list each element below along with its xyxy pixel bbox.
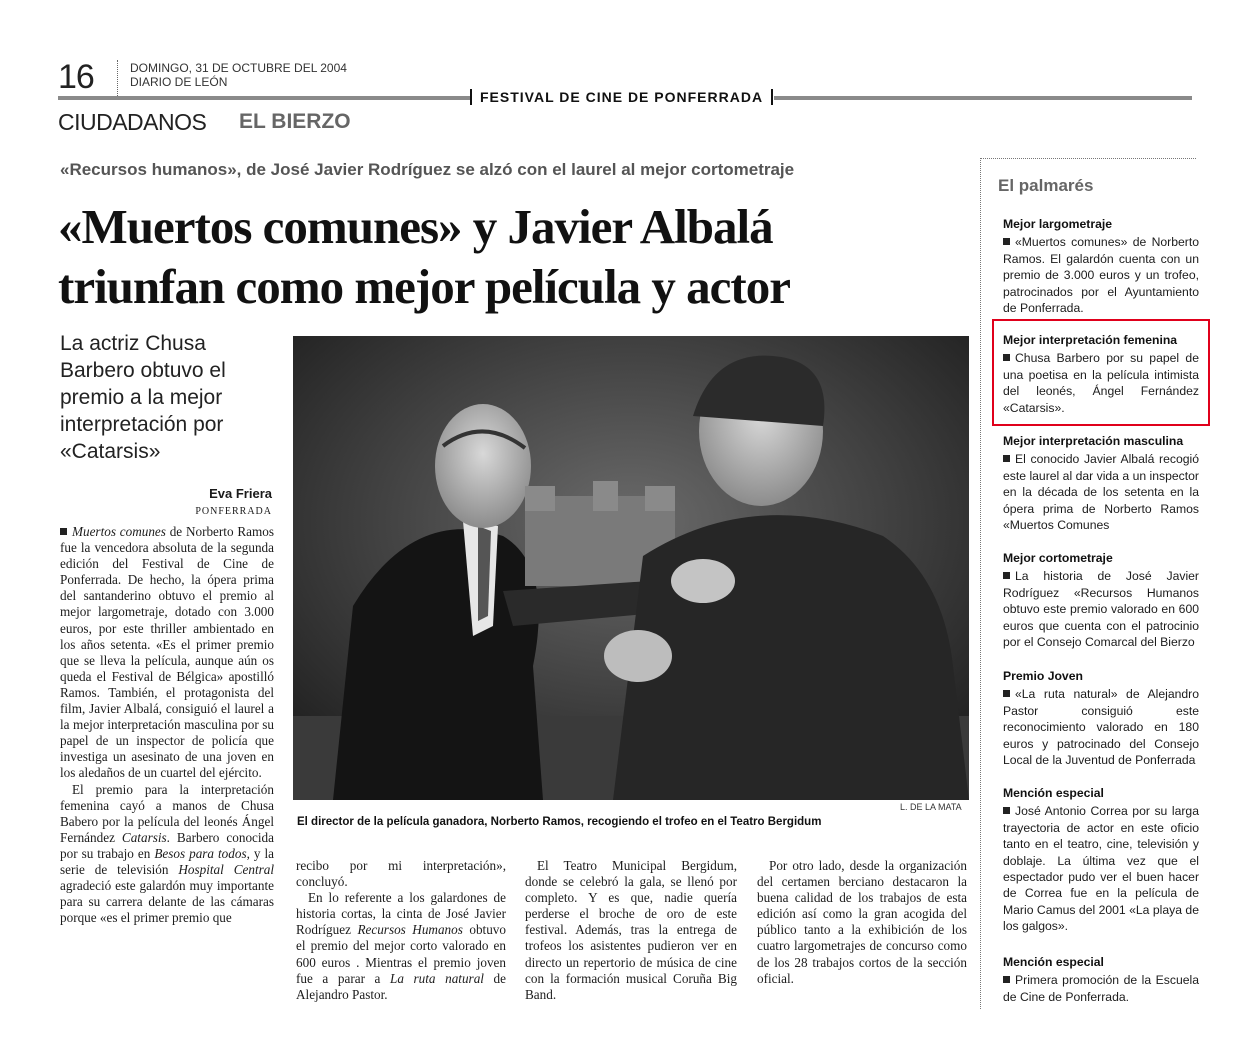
paragraph-text: , y la serie de televisión (60, 845, 274, 877)
paragraph-text: obtuvo el premio del mejor corto valorado en 600 euros . Mientras el premio joven fue a parar a (296, 922, 506, 986)
header-rule-right (774, 96, 1192, 100)
award-description: José Antonio Correa por su larga trayectoria de actor en este oficio tanto en el teatro, cine, televisión y doblaje. La última vez que el espectador pudo ver el buen hacer de Correa fue en la película de Mario Camus del 2001 «La playa de los galgos». (1003, 804, 1199, 934)
header-divider (117, 60, 118, 100)
award-item (1003, 216, 1199, 316)
sidebar-title: El palmarés (998, 176, 1094, 195)
headline-line-2: triunfan como mejor película y actor (58, 259, 790, 314)
article-column-1 (60, 524, 274, 926)
article-paragraph: recibo por mi interpretación», concluyó. (296, 858, 506, 890)
award-description: Primera promoción de la Escuela de Cine de Ponferrada. (1003, 973, 1199, 1004)
page-number: 16 (58, 58, 94, 96)
award-item (1003, 785, 1199, 935)
header-meta (130, 61, 347, 89)
article-paragraph (60, 782, 274, 927)
award-description: «La ruta natural» de Alejandro Pastor consiguió este reconocimiento valorado en 180 euros y patrocinado del Consejo Local de la Juventud de Ponferrada (1003, 687, 1199, 768)
highlight-box (992, 319, 1210, 426)
series-title: Hospital Central (178, 861, 274, 877)
article-paragraph (60, 524, 274, 782)
award-description: La historia de José Javier Rodríguez «Recursos Humanos obtuvo este premio valorado en 600 euros que cuenta con el patrocinio por el Consejo Comarcal del Bierzo (1003, 569, 1199, 650)
award-text (1003, 234, 1199, 316)
headline (58, 197, 958, 317)
award-title: Mejor interpretación femenina (1003, 333, 1178, 347)
news-photo (293, 336, 969, 800)
award-description: El conocido Javier Albalá recogió este laurel al dar vida a un inspector en la década de los setenta en la ópera prima de Norberto Ramos «Muertos Comunes (1003, 452, 1199, 533)
award-title: Mención especial (1003, 786, 1104, 800)
award-description: Chusa Barbero por su papel de una poetisa en la película intimista del leonés, Ángel Fernández «Catarsis». (1003, 351, 1199, 415)
header-rule-left (58, 96, 470, 100)
region-name: EL BIERZO (239, 110, 351, 133)
award-photo-illustration (293, 336, 969, 800)
award-text (1003, 972, 1199, 1005)
headline-line-1: «Muertos comunes» y Javier Albalá (58, 199, 773, 254)
paragraph-text: de Alejandro Pastor. (296, 970, 506, 1002)
award-title: Mejor largometraje (1003, 217, 1113, 231)
kicker: «Recursos humanos», de José Javier Rodríguez se alzó con el laurel al mejor cortometraje (60, 160, 795, 179)
dateline-place: PONFERRADA (195, 506, 272, 517)
award-text (1003, 451, 1199, 533)
award-text (1003, 803, 1199, 934)
award-item (1003, 433, 1199, 533)
award-title: Mención especial (1003, 955, 1104, 969)
film-title: La ruta natural (390, 970, 484, 986)
header-date: DOMINGO, 31 DE OCTUBRE DEL 2004 (130, 61, 347, 75)
paragraph-text: . Barbero conocida por su trabajo en (60, 829, 274, 861)
article-column-4: Por otro lado, desde la organización del certamen berciano destacaron la buena calidad de los trabajos de esta edición así como la gran acogida del público tanto a la exhibición de los cuatro largometrajes de concurso como de los 28 trabajos cortos de la sección oficial. (757, 858, 967, 986)
award-text (1003, 686, 1199, 768)
bullet-icon (1003, 807, 1010, 814)
paragraph-text: agradeció este galardón muy importante para su carrera delante de las cámaras porque «es el primer premio que (60, 878, 274, 926)
award-title: Mejor interpretación masculina (1003, 434, 1184, 448)
paragraph-text: En lo referente a los galardones de historia cortas, la cinta de José Javier Rodríguez (296, 890, 506, 938)
subheadline: La actriz Chusa Barbero obtuvo el premio a la mejor interpretación por «Catarsis» (60, 332, 226, 463)
photo-caption: El director de la película ganadora, Norberto Ramos, recogiendo el trofeo en el Teatro Bergidum (297, 816, 822, 828)
festival-banner: FESTIVAL DE CINE DE PONFERRADA (470, 89, 773, 105)
bullet-icon (1003, 976, 1010, 983)
award-item (1003, 550, 1199, 650)
film-title: Catarsis (121, 829, 167, 845)
award-title: Mejor cortometraje (1003, 551, 1113, 565)
award-text (1003, 568, 1199, 650)
award-item (1003, 668, 1199, 768)
bullet-icon (1003, 238, 1010, 245)
award-title: Premio Joven (1003, 669, 1083, 683)
paragraph-text: de Norberto Ramos fue la vencedora absoluta de la segunda edición del Festival de Cine de Ponferrada. De hecho, la ópera prima del santanderino obtuvo el premio al mejor largometraje, dotado con 3.000 euros, por este thriller ambientado en los años setenta. «Es el primer premio que se lleva la película, aunque aún os queda el Festival de Bélgica» apostilló Ramos. También, el protagonista del film, Javier Albalá, consiguió el laurel a la mejor interpretación masculina por su papel de un inspector de policía que investiga un asesinato de una joven en los aledaños de un cuartel del ejército. (60, 524, 274, 781)
byline: Eva Friera (209, 486, 272, 501)
bullet-icon (60, 528, 67, 535)
award-item (1003, 954, 1199, 1005)
paragraph-text: El premio para la interpretación femenina cayó a manos de Chusa Babero por la película del leonés Ángel Fernández (60, 781, 274, 845)
film-title: Muertos comunes (72, 524, 166, 539)
photo-credit: L. DE LA MATA (900, 802, 962, 812)
bullet-icon (1003, 572, 1010, 579)
film-title: Recursos Humanos (357, 922, 463, 938)
section-name: CIUDADANOS (58, 109, 207, 135)
bullet-icon (1003, 455, 1010, 462)
film-title: Besos para todos (154, 845, 247, 861)
article-column-3: El Teatro Municipal Bergidum, donde se celebró la gala, se llenó por completo. Y es que, nadie quería perderse el broche de oro de este festival. Además, tras la entrega de trofeos los asistentes pudieron ver en directo un repertorio de música de cine con la formación musical Coruña Big Band. (525, 858, 737, 1002)
article-paragraph (296, 890, 506, 1003)
header-paper: DIARIO DE LEÓN (130, 75, 228, 89)
article-column-2 (296, 858, 506, 1003)
award-description: «Muertos comunes» de Norberto Ramos. El galardón cuenta con un premio de 3.000 euros y un trofeo, patrocinados por el Ayuntamiento de Ponferrada. (1003, 235, 1199, 316)
bullet-icon (1003, 690, 1010, 697)
